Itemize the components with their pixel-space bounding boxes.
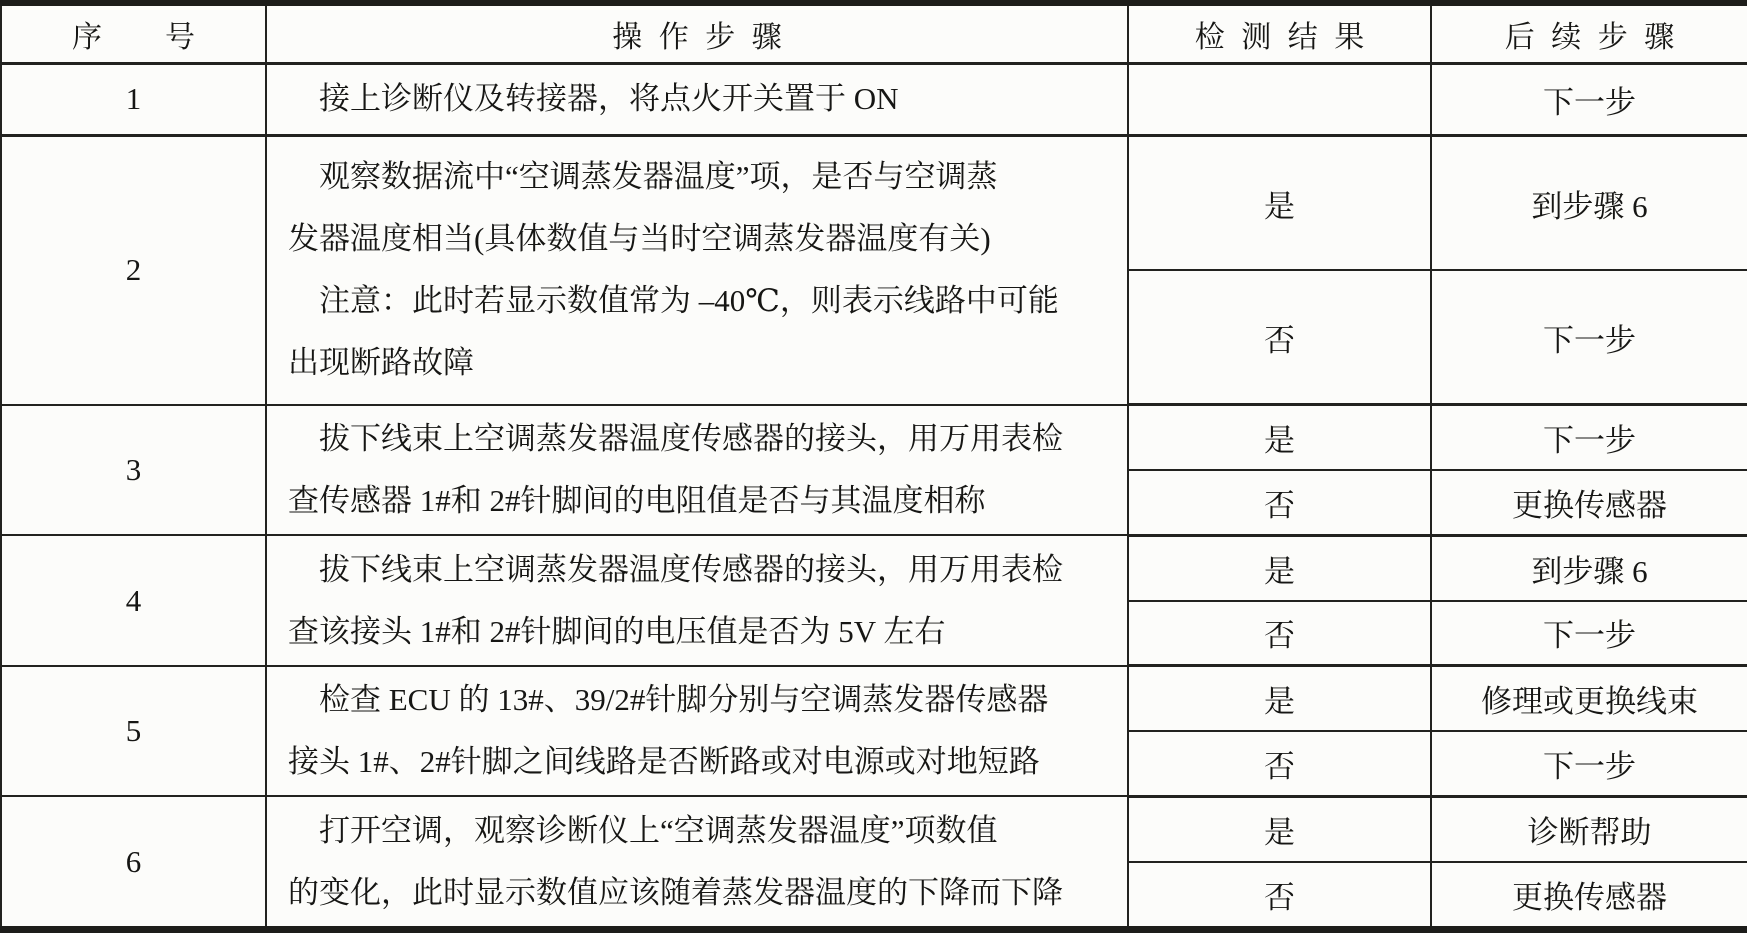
next-cell: 下一步 [1431,270,1747,405]
step-text-line: 查传感器 1#和 2#针脚间的电阻值是否与其温度相称 [288,483,986,519]
result-cell: 是 [1128,666,1431,731]
result-cell [1128,63,1431,136]
step-cell [266,136,1128,405]
next-cell: 下一步 [1431,405,1747,470]
table-row [1,405,1747,470]
result-cell: 否 [1128,270,1431,405]
header-result: 检测结果 [1128,3,1431,63]
table-row [1,63,1747,136]
seq-cell: 2 [1,136,266,405]
step-cell [266,796,1128,929]
table-row [1,535,1747,600]
seq-cell: 6 [1,796,266,929]
step-text-line: 拔下线束上空调蒸发器温度传感器的接头，用万用表检 [319,421,1063,457]
seq-cell: 5 [1,666,266,797]
seq-cell: 1 [1,63,266,136]
step-text-line: 接上诊断仪及转接器，将点火开关置于 ON [319,81,899,117]
step-text-line: 发器温度相当(具体数值与当时空调蒸发器温度有关) [288,221,991,257]
result-cell: 是 [1128,535,1431,600]
seq-cell: 3 [1,405,266,536]
next-cell: 到步骤 6 [1431,136,1747,271]
result-cell: 否 [1128,470,1431,535]
step-text-line: 接头 1#、2#针脚之间线路是否断路或对电源或对地短路 [288,744,1040,780]
table-row [1,136,1747,271]
step-cell [266,535,1128,666]
next-cell: 下一步 [1431,63,1747,136]
step-text-line: 的变化，此时显示数值应该随着蒸发器温度的下降而下降 [288,874,1063,910]
header-next: 后续步骤 [1431,3,1747,63]
step-text-line: 检查 ECU 的 13#、39/2#针脚分别与空调蒸发器传感器 [319,682,1049,718]
result-cell: 否 [1128,601,1431,666]
step-text-line: 拔下线束上空调蒸发器温度传感器的接头，用万用表检 [319,551,1063,587]
next-cell: 更换传感器 [1431,862,1747,929]
step-text-line: 打开空调，观察诊断仪上“空调蒸发器温度”项数值 [319,812,998,848]
seq-cell: 4 [1,535,266,666]
step-text-line: 注意：此时若显示数值常为 –40℃，则表示线路中可能 [319,283,1059,319]
table-row [1,796,1747,862]
step-text-line: 查该接头 1#和 2#针脚间的电压值是否为 5V 左右 [288,613,946,649]
result-cell: 是 [1128,136,1431,271]
step-text-line: 出现断路故障 [288,345,474,381]
header-seq: 序 号 [1,3,266,63]
result-cell: 否 [1128,731,1431,796]
next-cell: 下一步 [1431,601,1747,666]
result-cell: 否 [1128,862,1431,929]
result-cell: 是 [1128,796,1431,862]
next-cell: 更换传感器 [1431,470,1747,535]
step-cell [266,63,1128,136]
next-cell: 修理或更换线束 [1431,666,1747,731]
table-row [1,666,1747,731]
step-cell [266,405,1128,536]
next-cell: 诊断帮助 [1431,796,1747,862]
next-cell: 下一步 [1431,731,1747,796]
next-cell: 到步骤 6 [1431,535,1747,600]
step-cell [266,666,1128,797]
table-header-row [1,3,1747,63]
result-cell: 是 [1128,405,1431,470]
header-step: 操作步骤 [266,3,1128,63]
step-text-line: 观察数据流中“空调蒸发器温度”项，是否与空调蒸 [319,159,998,195]
